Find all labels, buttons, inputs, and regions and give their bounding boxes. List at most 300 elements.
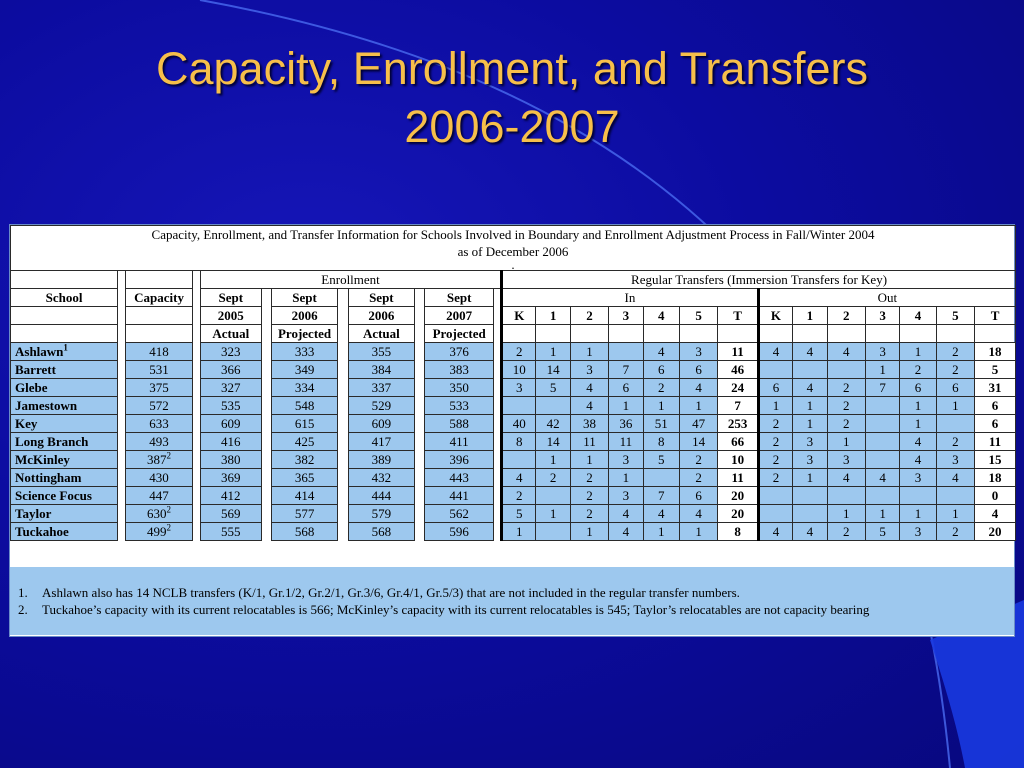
table-caption [11, 226, 1016, 271]
transfer-out-cell [758, 361, 792, 379]
transfer-out-cell: 3 [936, 451, 974, 469]
enrollment-cell: 414 [271, 487, 338, 505]
transfer-out-cell: 5 [975, 361, 1016, 379]
school-name: Taylor [15, 506, 52, 521]
transfer-out-cell: 1 [900, 397, 936, 415]
enr-col3-l3: Actual [348, 325, 415, 343]
footnote-text: Tuckahoe’s capacity with its current relocatables is 566; McKinley’s capacity with its current relocatables is 545; Taylor’s relocatables are not capacity bearing [42, 602, 870, 617]
in-grade-3: 3 [609, 307, 643, 325]
transfer-out-cell [827, 487, 865, 505]
capacity-cell [126, 433, 193, 451]
transfer-in-cell: 3 [570, 361, 608, 379]
table-row [11, 451, 1016, 469]
transfer-in-cell: 3 [609, 451, 643, 469]
transfer-in-cell: 3 [609, 487, 643, 505]
table-row [11, 379, 1016, 397]
in-header: In [502, 289, 759, 307]
transfer-in-cell: 10 [718, 451, 758, 469]
transfer-out-cell: 1 [865, 505, 899, 523]
footnote-text: Ashlawn also has 14 NCLB transfers (K/1, Gr.1/2, Gr.2/1, Gr.3/6, Gr.4/1, Gr.5/3) that are not included in the regular transfer numbers. [42, 585, 740, 600]
transfer-out-cell: 2 [936, 523, 974, 541]
transfer-in-cell: 3 [679, 343, 717, 361]
school-name-cell [11, 361, 118, 379]
enrollment-cell: 365 [271, 469, 338, 487]
transfer-in-cell: 4 [609, 505, 643, 523]
transfer-out-cell [865, 487, 899, 505]
school-name: Science Focus [15, 488, 92, 503]
transfer-in-cell: 2 [679, 469, 717, 487]
transfer-in-cell: 3 [502, 379, 536, 397]
transfer-in-cell: 1 [536, 343, 570, 361]
transfer-in-cell: 5 [643, 451, 679, 469]
capacity-cell [126, 343, 193, 361]
enrollment-cell: 355 [348, 343, 415, 361]
transfer-in-cell: 36 [609, 415, 643, 433]
caption-line2: as of December 2006 [457, 244, 569, 259]
transfer-out-cell: 3 [793, 451, 827, 469]
transfer-out-cell: 6 [758, 379, 792, 397]
capacity-cell [126, 379, 193, 397]
school-name-cell [11, 487, 118, 505]
transfer-out-cell: 1 [900, 505, 936, 523]
enr-col1-l1: Sept [200, 289, 261, 307]
school-name-cell [11, 469, 118, 487]
transfer-out-cell: 18 [975, 343, 1016, 361]
transfer-in-cell: 38 [570, 415, 608, 433]
out-grade-4: 4 [900, 307, 936, 325]
transfer-out-cell: 6 [936, 379, 974, 397]
school-header: School [11, 289, 118, 307]
enrollment-cell: 380 [200, 451, 261, 469]
footnote [10, 601, 1014, 618]
capacity-value: 418 [149, 344, 169, 359]
transfer-in-cell: 2 [643, 379, 679, 397]
transfer-in-cell: 24 [718, 379, 758, 397]
enrollment-cell: 588 [425, 415, 494, 433]
table-row [11, 343, 1016, 361]
enr-col2-l2: 2006 [271, 307, 338, 325]
capacity-value: 572 [149, 398, 169, 413]
transfer-out-cell: 2 [758, 451, 792, 469]
transfer-out-cell: 4 [793, 343, 827, 361]
transfer-in-cell [536, 487, 570, 505]
transfer-out-cell: 18 [975, 469, 1016, 487]
table-row [11, 433, 1016, 451]
capacity-value: 531 [149, 362, 169, 377]
school-name-cell [11, 523, 118, 541]
enrollment-cell: 615 [271, 415, 338, 433]
in-grade-t: T [718, 307, 758, 325]
school-name-cell [11, 433, 118, 451]
enrollment-cell: 569 [200, 505, 261, 523]
transfer-out-cell [936, 487, 974, 505]
transfer-out-cell: 3 [827, 451, 865, 469]
transfer-out-cell: 2 [827, 397, 865, 415]
caption-dot: . [511, 257, 515, 271]
school-name: Tuckahoe [15, 524, 69, 539]
table-row [11, 361, 1016, 379]
transfer-in-cell: 8 [718, 523, 758, 541]
school-name: Key [15, 416, 38, 431]
transfer-out-cell: 1 [793, 415, 827, 433]
enrollment-cell: 411 [425, 433, 494, 451]
out-grade-t: T [975, 307, 1016, 325]
enr-col3-l1: Sept [348, 289, 415, 307]
transfer-in-cell: 2 [570, 505, 608, 523]
school-name-cell [11, 343, 118, 361]
transfer-out-cell: 7 [865, 379, 899, 397]
transfer-in-cell: 6 [643, 361, 679, 379]
out-grade-3: 3 [865, 307, 899, 325]
enrollment-cell: 382 [271, 451, 338, 469]
enrollment-cell: 366 [200, 361, 261, 379]
enrollment-cell: 323 [200, 343, 261, 361]
transfer-out-cell: 2 [936, 433, 974, 451]
enrollment-cell: 383 [425, 361, 494, 379]
enr-col2-l3: Projected [271, 325, 338, 343]
school-name: Barrett [15, 362, 56, 377]
enrollment-cell: 533 [425, 397, 494, 415]
transfer-in-cell [609, 343, 643, 361]
table-row [11, 397, 1016, 415]
transfer-in-cell: 253 [718, 415, 758, 433]
capacity-cell [126, 469, 193, 487]
transfer-in-cell: 1 [679, 397, 717, 415]
enrollment-cell: 596 [425, 523, 494, 541]
enrollment-cell: 369 [200, 469, 261, 487]
transfer-out-cell: 2 [827, 415, 865, 433]
capacity-value: 387 [147, 452, 167, 467]
school-name-cell [11, 451, 118, 469]
transfer-in-cell: 14 [536, 433, 570, 451]
transfer-in-cell: 4 [570, 379, 608, 397]
transfer-out-cell [865, 433, 899, 451]
transfer-out-cell: 4 [936, 469, 974, 487]
enr-col4-l2: 2007 [425, 307, 494, 325]
transfer-out-cell: 1 [936, 505, 974, 523]
transfer-in-cell: 47 [679, 415, 717, 433]
enrollment-cell: 444 [348, 487, 415, 505]
transfer-out-cell: 2 [758, 415, 792, 433]
transfer-out-cell: 5 [865, 523, 899, 541]
enrollment-cell: 417 [348, 433, 415, 451]
transfer-in-cell: 2 [502, 487, 536, 505]
out-grade-k: K [758, 307, 792, 325]
school-name-cell [11, 415, 118, 433]
enrollment-cell: 562 [425, 505, 494, 523]
transfer-in-cell: 1 [609, 469, 643, 487]
footnote-number: 2. [18, 602, 28, 617]
transfer-in-cell: 46 [718, 361, 758, 379]
transfer-out-cell: 15 [975, 451, 1016, 469]
transfer-in-cell: 4 [643, 505, 679, 523]
enrollment-cell: 568 [348, 523, 415, 541]
enrollment-cell: 529 [348, 397, 415, 415]
enr-col1-l3: Actual [200, 325, 261, 343]
transfer-in-cell: 11 [718, 469, 758, 487]
transfer-out-cell: 1 [900, 415, 936, 433]
transfer-in-cell: 4 [679, 505, 717, 523]
transfer-out-cell: 1 [827, 433, 865, 451]
transfer-in-cell: 1 [570, 451, 608, 469]
transfer-out-cell: 4 [793, 379, 827, 397]
transfer-in-cell: 66 [718, 433, 758, 451]
table-row [11, 487, 1016, 505]
data-table-panel [9, 224, 1015, 637]
school-name: Ashlawn [15, 344, 64, 359]
transfer-out-cell: 11 [975, 433, 1016, 451]
enrollment-cell: 349 [271, 361, 338, 379]
transfers-header: Regular Transfers (Immersion Transfers for Key) [502, 271, 1016, 289]
transfer-in-cell: 1 [609, 397, 643, 415]
transfer-out-cell: 1 [865, 361, 899, 379]
transfer-out-cell: 4 [793, 523, 827, 541]
capacity-cell [126, 361, 193, 379]
transfer-in-cell: 4 [570, 397, 608, 415]
transfer-in-cell: 51 [643, 415, 679, 433]
transfer-out-cell: 4 [827, 469, 865, 487]
school-name: Glebe [15, 380, 48, 395]
transfer-in-cell: 14 [679, 433, 717, 451]
enr-col4-l1: Sept [425, 289, 494, 307]
transfer-out-cell: 4 [758, 343, 792, 361]
enrollment-cell: 416 [200, 433, 261, 451]
capacity-cell [126, 523, 193, 541]
capacity-value: 633 [149, 416, 169, 431]
enrollment-cell: 396 [425, 451, 494, 469]
table-row [11, 469, 1016, 487]
slide-title [0, 40, 1024, 156]
footnote-marker: 1 [63, 342, 68, 353]
enrollment-cell: 432 [348, 469, 415, 487]
transfer-out-cell: 1 [936, 397, 974, 415]
table-row [11, 505, 1016, 523]
transfer-out-cell: 4 [827, 343, 865, 361]
transfer-in-cell: 2 [570, 487, 608, 505]
enr-col1-l2: 2005 [200, 307, 261, 325]
transfer-out-cell [865, 451, 899, 469]
school-name: Nottingham [15, 470, 82, 485]
transfer-out-cell: 0 [975, 487, 1016, 505]
transfer-in-cell: 20 [718, 487, 758, 505]
enrollment-cell: 443 [425, 469, 494, 487]
transfer-out-cell: 4 [758, 523, 792, 541]
header-blank [11, 271, 118, 289]
transfer-in-cell: 4 [643, 343, 679, 361]
capacity-cell [126, 415, 193, 433]
transfer-out-cell: 2 [827, 523, 865, 541]
capacity-cell [126, 451, 193, 469]
transfer-in-cell: 1 [536, 505, 570, 523]
transfer-in-cell [536, 397, 570, 415]
capacity-value: 447 [149, 488, 169, 503]
transfer-out-cell: 4 [900, 451, 936, 469]
transfer-out-cell: 4 [975, 505, 1016, 523]
transfer-out-cell: 3 [793, 433, 827, 451]
transfer-out-cell: 2 [936, 361, 974, 379]
in-grade-4: 4 [643, 307, 679, 325]
transfer-out-cell: 6 [975, 397, 1016, 415]
transfer-in-cell: 4 [609, 523, 643, 541]
enrollment-cell: 350 [425, 379, 494, 397]
capacity-cell [126, 505, 193, 523]
transfer-out-cell: 2 [900, 361, 936, 379]
enrollment-cell: 609 [200, 415, 261, 433]
enrollment-cell: 384 [348, 361, 415, 379]
enrollment-cell: 535 [200, 397, 261, 415]
capacity-header: Capacity [126, 289, 193, 307]
enr-col3-l2: 2006 [348, 307, 415, 325]
transfer-out-cell: 4 [865, 469, 899, 487]
transfer-in-cell: 11 [718, 343, 758, 361]
transfer-out-cell [793, 361, 827, 379]
transfer-in-cell: 7 [609, 361, 643, 379]
caption-line1: Capacity, Enrollment, and Transfer Information for Schools Involved in Boundary and Enrollment Adjustment Process in Fall/Winter 2004 [151, 227, 875, 242]
transfer-out-cell: 31 [975, 379, 1016, 397]
transfer-out-cell [865, 415, 899, 433]
slide-title-line1: Capacity, Enrollment, and Transfers [156, 43, 868, 94]
school-name: Long Branch [15, 434, 89, 449]
transfer-out-cell [793, 487, 827, 505]
transfer-out-cell: 4 [900, 433, 936, 451]
transfer-in-cell: 6 [679, 487, 717, 505]
footnote-marker: 2 [166, 450, 172, 461]
enrollment-cell: 441 [425, 487, 494, 505]
school-name-cell [11, 505, 118, 523]
transfer-out-cell: 1 [900, 343, 936, 361]
enr-col4-l3: Projected [425, 325, 494, 343]
enrollment-cell: 609 [348, 415, 415, 433]
transfer-out-cell [827, 361, 865, 379]
transfer-out-cell: 1 [793, 397, 827, 415]
transfer-out-cell: 1 [827, 505, 865, 523]
transfer-out-cell [793, 505, 827, 523]
footnote-marker: 2 [166, 504, 172, 515]
transfer-in-cell: 1 [643, 397, 679, 415]
footnote [10, 584, 1014, 601]
in-grade-2: 2 [570, 307, 608, 325]
transfer-in-cell: 42 [536, 415, 570, 433]
transfer-in-cell: 10 [502, 361, 536, 379]
table-row [11, 523, 1016, 541]
transfer-in-cell: 2 [679, 451, 717, 469]
enrollment-cell: 425 [271, 433, 338, 451]
transfer-in-cell: 7 [718, 397, 758, 415]
transfer-in-cell: 14 [536, 361, 570, 379]
transfer-out-cell: 2 [827, 379, 865, 397]
school-name: Jamestown [15, 398, 78, 413]
transfer-out-cell [865, 397, 899, 415]
transfer-out-cell [758, 487, 792, 505]
transfer-out-cell: 6 [975, 415, 1016, 433]
transfer-in-cell: 1 [502, 523, 536, 541]
transfer-in-cell: 5 [502, 505, 536, 523]
transfer-in-cell: 1 [570, 523, 608, 541]
transfer-in-cell: 4 [502, 469, 536, 487]
transfer-in-cell: 6 [609, 379, 643, 397]
transfer-out-cell: 3 [865, 343, 899, 361]
transfer-in-cell: 7 [643, 487, 679, 505]
transfer-in-cell: 2 [502, 343, 536, 361]
capacity-value: 493 [149, 434, 169, 449]
transfer-in-cell [536, 523, 570, 541]
out-grade-2: 2 [827, 307, 865, 325]
in-grade-5: 5 [679, 307, 717, 325]
in-grade-k: K [502, 307, 536, 325]
transfer-in-cell: 5 [536, 379, 570, 397]
school-name: McKinley [15, 452, 70, 467]
transfer-out-cell: 3 [900, 469, 936, 487]
transfer-in-cell: 2 [570, 469, 608, 487]
transfer-out-cell [758, 505, 792, 523]
enrollment-cell: 579 [348, 505, 415, 523]
school-name-cell [11, 379, 118, 397]
capacity-value: 499 [147, 524, 167, 539]
transfer-out-cell: 1 [758, 397, 792, 415]
capacity-enrollment-table [10, 225, 1016, 541]
transfer-in-cell: 40 [502, 415, 536, 433]
transfer-in-cell: 6 [679, 361, 717, 379]
transfer-in-cell [502, 397, 536, 415]
transfer-in-cell: 2 [536, 469, 570, 487]
in-grade-1: 1 [536, 307, 570, 325]
transfer-in-cell: 4 [679, 379, 717, 397]
enrollment-cell: 327 [200, 379, 261, 397]
footnote-marker: 2 [166, 522, 172, 533]
transfer-out-cell: 2 [758, 433, 792, 451]
transfer-out-cell: 1 [793, 469, 827, 487]
transfer-in-cell: 8 [502, 433, 536, 451]
enrollment-cell: 376 [425, 343, 494, 361]
transfer-in-cell: 1 [536, 451, 570, 469]
transfer-out-cell: 6 [900, 379, 936, 397]
enrollment-cell: 568 [271, 523, 338, 541]
enrollment-cell: 577 [271, 505, 338, 523]
enrollment-cell: 389 [348, 451, 415, 469]
transfer-in-cell: 11 [609, 433, 643, 451]
enr-col2-l1: Sept [271, 289, 338, 307]
transfer-out-cell [900, 487, 936, 505]
enrollment-cell: 337 [348, 379, 415, 397]
out-grade-1: 1 [793, 307, 827, 325]
school-name-cell [11, 397, 118, 415]
enrollment-cell: 333 [271, 343, 338, 361]
table-row [11, 415, 1016, 433]
capacity-cell [126, 397, 193, 415]
capacity-value: 430 [149, 470, 169, 485]
capacity-value: 375 [149, 380, 169, 395]
transfer-out-cell: 3 [900, 523, 936, 541]
enrollment-cell: 555 [200, 523, 261, 541]
transfer-in-cell [502, 451, 536, 469]
transfer-in-cell: 1 [679, 523, 717, 541]
enrollment-cell: 548 [271, 397, 338, 415]
transfer-in-cell: 1 [570, 343, 608, 361]
out-header: Out [758, 289, 1015, 307]
transfer-in-cell [643, 469, 679, 487]
transfer-in-cell: 11 [570, 433, 608, 451]
enrollment-cell: 334 [271, 379, 338, 397]
transfer-in-cell: 20 [718, 505, 758, 523]
transfer-out-cell: 20 [975, 523, 1016, 541]
slide-title-line2: 2006-2007 [404, 101, 620, 152]
capacity-value: 630 [147, 506, 167, 521]
footnote-number: 1. [18, 585, 28, 600]
transfer-out-cell [936, 415, 974, 433]
transfer-out-cell: 2 [936, 343, 974, 361]
footnotes [10, 567, 1014, 635]
capacity-cell [126, 487, 193, 505]
